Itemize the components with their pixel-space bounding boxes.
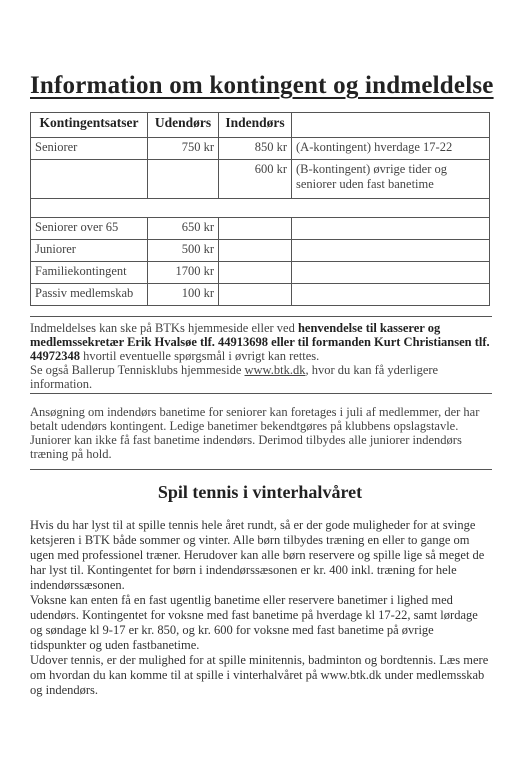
website-text: , hvor du kan få yderligere information. bbox=[30, 363, 439, 391]
table-cell: Seniorer bbox=[31, 138, 148, 160]
table-row bbox=[31, 138, 490, 160]
table-cell: Seniorer over 65 bbox=[31, 218, 148, 240]
table-cell bbox=[219, 284, 292, 306]
table-cell: (B-kontingent) øvrige tider og seniorer uden fast banetime bbox=[292, 160, 490, 199]
header-outdoor: Udendørs bbox=[148, 113, 219, 138]
header-indoor: Indendørs bbox=[219, 113, 292, 138]
table-cell: 650 kr bbox=[148, 218, 219, 240]
table-cell: 100 kr bbox=[148, 284, 219, 306]
header-rates: Kontingentsatser bbox=[31, 113, 148, 138]
table-cell bbox=[292, 218, 490, 240]
rates-table bbox=[30, 112, 490, 306]
table-cell bbox=[219, 240, 292, 262]
page-title: Information om kontingent og indmeldelse bbox=[30, 72, 494, 99]
table-cell: 500 kr bbox=[148, 240, 219, 262]
table-cell: 600 kr bbox=[219, 160, 292, 199]
table-cell bbox=[292, 262, 490, 284]
table-cell bbox=[148, 160, 219, 199]
table-cell: Passiv medlemskab bbox=[31, 284, 148, 306]
winter-paragraph: Hvis du har lyst til at spille tennis hele året rundt, så er der gode muligheder for at svinge ketsjeren i BTK både sommer og vinter. Alle børn tilbydes træning en eller to gange om ugen med professionel træner. Herudover kan alle børn reservere og spille lige så meget de har lyst til. Kontingentet for børn i indendørssæsonen er kr. 400 inkl. træning for hele indendørssæsonen. bbox=[30, 518, 485, 592]
table-row bbox=[31, 218, 490, 240]
table-row bbox=[31, 240, 490, 262]
indoor-seniors-text: Ansøgning om indendørs banetime for seniorer kan foretages i juli af medlemmer, der har betalt udendørs kontingent. Ledige banetimer bekendtgøres på klubbens opslagstavle. bbox=[30, 405, 480, 433]
winter-section bbox=[30, 518, 490, 698]
table-cell bbox=[31, 160, 148, 199]
header-notes bbox=[292, 113, 490, 138]
membership-info bbox=[30, 316, 492, 394]
table-row bbox=[31, 262, 490, 284]
table-row bbox=[31, 284, 490, 306]
table-cell bbox=[219, 218, 292, 240]
winter-heading: Spil tennis i vinterhalvåret bbox=[157, 482, 363, 502]
table-cell bbox=[292, 284, 490, 306]
table-cell: Familiekontingent bbox=[31, 262, 148, 284]
membership-text: hvortil eventuelle spørgsmål i øvrigt kan rettes. bbox=[80, 349, 320, 363]
table-cell: (A-kontingent) hverdage 17-22 bbox=[292, 138, 490, 160]
website-text: Se også Ballerup Tennisklubs hjemmeside bbox=[30, 363, 245, 377]
membership-contact: henvendelse til kasserer og medlemssekretær Erik Hvalsøe tlf. 44913698 eller til formanden Kurt Christiansen tlf. 44972348 bbox=[30, 321, 490, 363]
table-row bbox=[31, 160, 490, 199]
membership-text: Indmeldelses kan ske på BTKs hjemmeside eller ved bbox=[30, 321, 298, 335]
indoor-juniors-text: Juniorer kan ikke få fast banetime indendørs. Derimod tilbydes alle juniorer indendørs træning på hold. bbox=[30, 433, 462, 461]
table-cell: 1700 kr bbox=[148, 262, 219, 284]
table-spacer-row bbox=[31, 199, 490, 218]
table-cell: Juniorer bbox=[31, 240, 148, 262]
table-cell: 750 kr bbox=[148, 138, 219, 160]
table-cell bbox=[292, 240, 490, 262]
table-cell bbox=[219, 262, 292, 284]
website-link[interactable]: www.btk.dk bbox=[244, 363, 306, 377]
table-cell: 850 kr bbox=[219, 138, 292, 160]
table-header-row bbox=[31, 113, 490, 138]
winter-paragraph: Voksne kan enten få en fast ugentlig banetime eller reservere banetimer i lighed med udendørs. Kontingentet for voksne med fast banetime på hverdage kl 17-22, samt lørdage og søndage kl 9-17 er kr. 850, og kr. 600 for voksne med fast banetime på øvrige tidspunkter og uden fastbanetime. bbox=[30, 593, 478, 652]
indoor-info bbox=[30, 405, 492, 470]
winter-paragraph: Udover tennis, er der mulighed for at spille minitennis, badminton og bordtennis. Læs mere om hvordan du kan komme til at spille i vinterhalvåret på www.btk.dk under medlemsskab og indendørs. bbox=[30, 653, 489, 697]
